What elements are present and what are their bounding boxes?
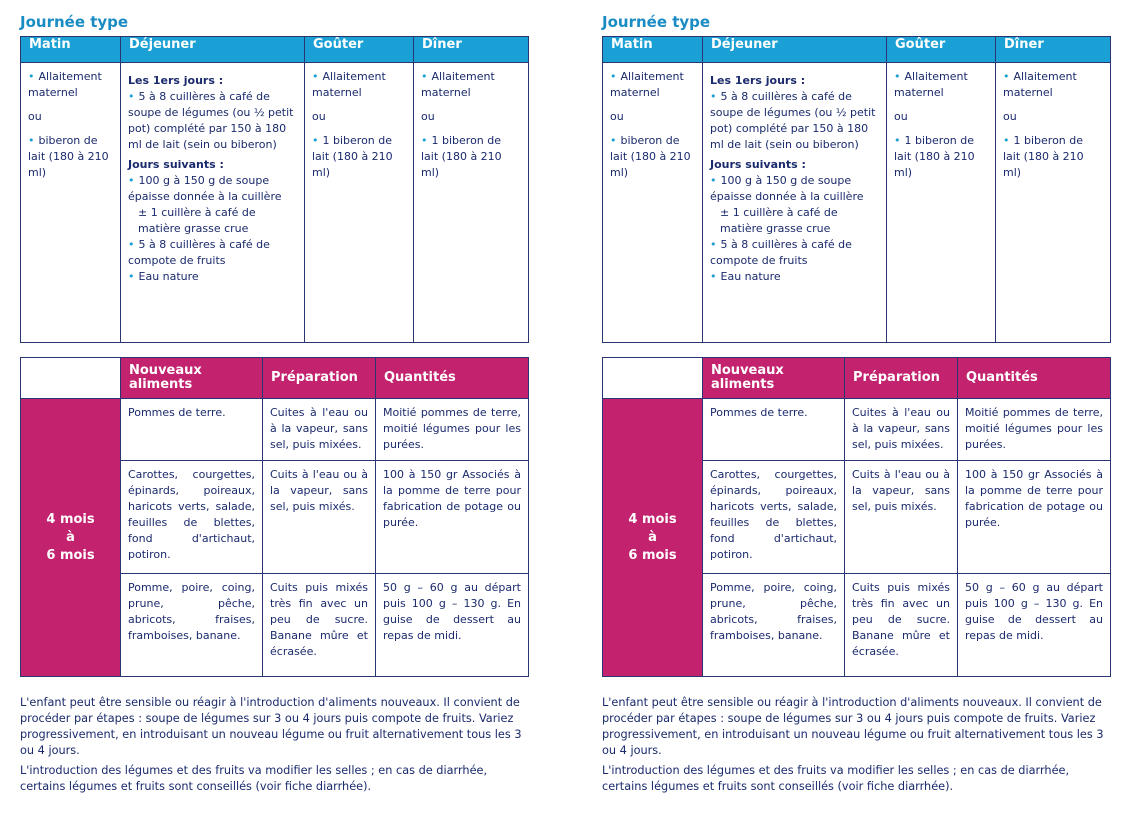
matin-item-2: • biberon de lait (180 à 210 ml) xyxy=(610,133,695,181)
header-matin: Matin xyxy=(603,37,703,63)
food-cell-quantites: 50 g – 60 g au départ puis 100 g – 130 g. En guise de dessert au repas de midi. xyxy=(958,574,1111,677)
header-quantites: Quantités xyxy=(376,358,529,399)
cell-gouter xyxy=(887,63,996,343)
cell-gouter xyxy=(305,63,414,343)
food-cell-quantites: Moitié pommes de terre, moitié légumes pour les purées. xyxy=(958,399,1111,461)
age-label-line-2: à xyxy=(648,529,657,545)
cell-matin xyxy=(21,63,121,343)
food-cell-aliments: Carottes, courgettes, épinards, poireaux, haricots verts, salade, feuilles de blettes, fond d'artichaut, potiron. xyxy=(703,461,845,574)
food-cell-preparation: Cuites à l'eau ou à la vapeur, sans sel, puis mixées. xyxy=(263,399,376,461)
food-cell-preparation: Cuits puis mixés très fin avec un peu de sucre. Banane mûre et écrasée. xyxy=(845,574,958,677)
header-gouter: Goûter xyxy=(887,37,996,63)
notes xyxy=(20,695,528,795)
gouter-item-1: • Allaitement maternel xyxy=(312,69,406,101)
next-days-item-3: • Eau nature xyxy=(710,269,879,285)
cell-matin xyxy=(603,63,703,343)
age-label-line-3: 6 mois xyxy=(628,547,677,563)
gouter-or: ou xyxy=(894,110,908,123)
food-cell-preparation: Cuites à l'eau ou à la vapeur, sans sel, puis mixées. xyxy=(845,399,958,461)
header-dejeuner: Déjeuner xyxy=(703,37,887,63)
header-nouveaux-aliments: Nouveaux aliments xyxy=(703,358,845,399)
age-label xyxy=(603,399,703,677)
cell-diner xyxy=(996,63,1111,343)
cell-dejeuner xyxy=(703,63,887,343)
food-cell-aliments: Pommes de terre. xyxy=(703,399,845,461)
note-paragraph: L'introduction des légumes et des fruits va modifier les selles ; en cas de diarrhée, certains légumes et fruits sont conseillés (voir fiche diarrhée). xyxy=(602,764,1070,793)
food-cell-aliments: Carottes, courgettes, épinards, poireaux, haricots verts, salade, feuilles de blettes, fond d'artichaut, potiron. xyxy=(121,461,263,574)
age-label-line-2: à xyxy=(66,529,75,545)
food-cell-quantites: 100 à 150 gr Associés à la pomme de terre pour fabrication de potage ou purée. xyxy=(958,461,1111,574)
diner-item-2: • 1 biberon de lait (180 à 210 ml) xyxy=(1003,133,1103,181)
diner-item-1: • Allaitement maternel xyxy=(1003,69,1103,101)
header-matin: Matin xyxy=(21,37,121,63)
food-cell-quantites: Moitié pommes de terre, moitié légumes pour les purées. xyxy=(376,399,529,461)
diner-item-2: • 1 biberon de lait (180 à 210 ml) xyxy=(421,133,521,181)
notes xyxy=(602,695,1110,795)
age-label xyxy=(21,399,121,677)
diner-or: ou xyxy=(421,110,435,123)
age-label-line-3: 6 mois xyxy=(46,547,95,563)
gouter-or: ou xyxy=(312,110,326,123)
next-days-title: Jours suivants : xyxy=(710,158,806,171)
matin-or: ou xyxy=(610,110,624,123)
header-gouter: Goûter xyxy=(305,37,414,63)
page-title: Journée type xyxy=(20,13,129,31)
age-label-line-1: 4 mois xyxy=(46,511,95,527)
food-cell-preparation: Cuits puis mixés très fin avec un peu de sucre. Banane mûre et écrasée. xyxy=(263,574,376,677)
note-paragraph: L'enfant peut être sensible ou réagir à l'introduction d'aliments nouveaux. Il convient de procéder par étapes : soupe de légumes sur 3 ou 4 jours puis compote de fruits. Variez progressivement, en introduisant un nouveau légume ou fruit alternativement tous les 3 ou 4 jours. xyxy=(20,696,522,757)
food-cell-aliments: Pommes de terre. xyxy=(121,399,263,461)
matin-or: ou xyxy=(28,110,42,123)
first-days-title: Les 1ers jours : xyxy=(710,74,806,87)
next-days-item-1-extra: ± 1 cuillère à café de matière grasse crue xyxy=(138,206,256,235)
diner-item-1: • Allaitement maternel xyxy=(421,69,521,101)
new-foods-table xyxy=(20,357,529,677)
header-blank xyxy=(21,358,121,399)
header-blank xyxy=(603,358,703,399)
next-days-item-3: • Eau nature xyxy=(128,269,297,285)
daily-schedule-table xyxy=(20,36,529,343)
next-days-item-2: • 5 à 8 cuillères à café de compote de fruits xyxy=(128,237,297,269)
diner-or: ou xyxy=(1003,110,1017,123)
cell-dejeuner xyxy=(121,63,305,343)
next-days-item-2: • 5 à 8 cuillères à café de compote de fruits xyxy=(710,237,879,269)
gouter-item-2: • 1 biberon de lait (180 à 210 ml) xyxy=(312,133,406,181)
matin-item-2: • biberon de lait (180 à 210 ml) xyxy=(28,133,113,181)
header-diner: Dîner xyxy=(996,37,1111,63)
note-paragraph: L'introduction des légumes et des fruits va modifier les selles ; en cas de diarrhée, certains légumes et fruits sont conseillés (voir fiche diarrhée). xyxy=(20,764,488,793)
next-days-item-1-extra: ± 1 cuillère à café de matière grasse crue xyxy=(720,206,838,235)
header-diner: Dîner xyxy=(414,37,529,63)
first-days-item: • 5 à 8 cuillères à café de soupe de légumes (ou ½ petit pot) complété par 150 à 180 ml de lait (sein ou biberon) xyxy=(128,89,297,153)
food-cell-preparation: Cuits à l'eau ou à la vapeur, sans sel, puis mixés. xyxy=(845,461,958,574)
gouter-item-1: • Allaitement maternel xyxy=(894,69,988,101)
header-preparation: Préparation xyxy=(845,358,958,399)
new-foods-table xyxy=(602,357,1111,677)
food-cell-preparation: Cuits à l'eau ou à la vapeur, sans sel, puis mixés. xyxy=(263,461,376,574)
page-right xyxy=(602,8,1110,799)
matin-item-1: • Allaitement maternel xyxy=(28,69,113,101)
header-dejeuner: Déjeuner xyxy=(121,37,305,63)
header-nouveaux-aliments: Nouveaux aliments xyxy=(121,358,263,399)
page-title: Journée type xyxy=(602,13,711,31)
gouter-item-2: • 1 biberon de lait (180 à 210 ml) xyxy=(894,133,988,181)
food-cell-quantites: 50 g – 60 g au départ puis 100 g – 130 g. En guise de dessert au repas de midi. xyxy=(376,574,529,677)
matin-item-1: • Allaitement maternel xyxy=(610,69,695,101)
daily-schedule-table xyxy=(602,36,1111,343)
food-cell-quantites: 100 à 150 gr Associés à la pomme de terre pour fabrication de potage ou purée. xyxy=(376,461,529,574)
header-quantites: Quantités xyxy=(958,358,1111,399)
header-preparation: Préparation xyxy=(263,358,376,399)
first-days-item: • 5 à 8 cuillères à café de soupe de légumes (ou ½ petit pot) complété par 150 à 180 ml de lait (sein ou biberon) xyxy=(710,89,879,153)
first-days-title: Les 1ers jours : xyxy=(128,74,224,87)
cell-diner xyxy=(414,63,529,343)
note-paragraph: L'enfant peut être sensible ou réagir à l'introduction d'aliments nouveaux. Il convient de procéder par étapes : soupe de légumes sur 3 ou 4 jours puis compote de fruits. Variez progressivement, en introduisant un nouveau légume ou fruit alternativement tous les 3 ou 4 jours. xyxy=(602,696,1104,757)
food-cell-aliments: Pomme, poire, coing, prune, pêche, abricots, fraises, framboises, banane. xyxy=(703,574,845,677)
next-days-item-1: • 100 g à 150 g de soupe épaisse donnée à la cuillère xyxy=(710,173,879,205)
next-days-title: Jours suivants : xyxy=(128,158,224,171)
food-cell-aliments: Pomme, poire, coing, prune, pêche, abricots, fraises, framboises, banane. xyxy=(121,574,263,677)
page-left xyxy=(20,8,528,799)
next-days-item-1: • 100 g à 150 g de soupe épaisse donnée à la cuillère xyxy=(128,173,297,205)
age-label-line-1: 4 mois xyxy=(628,511,677,527)
